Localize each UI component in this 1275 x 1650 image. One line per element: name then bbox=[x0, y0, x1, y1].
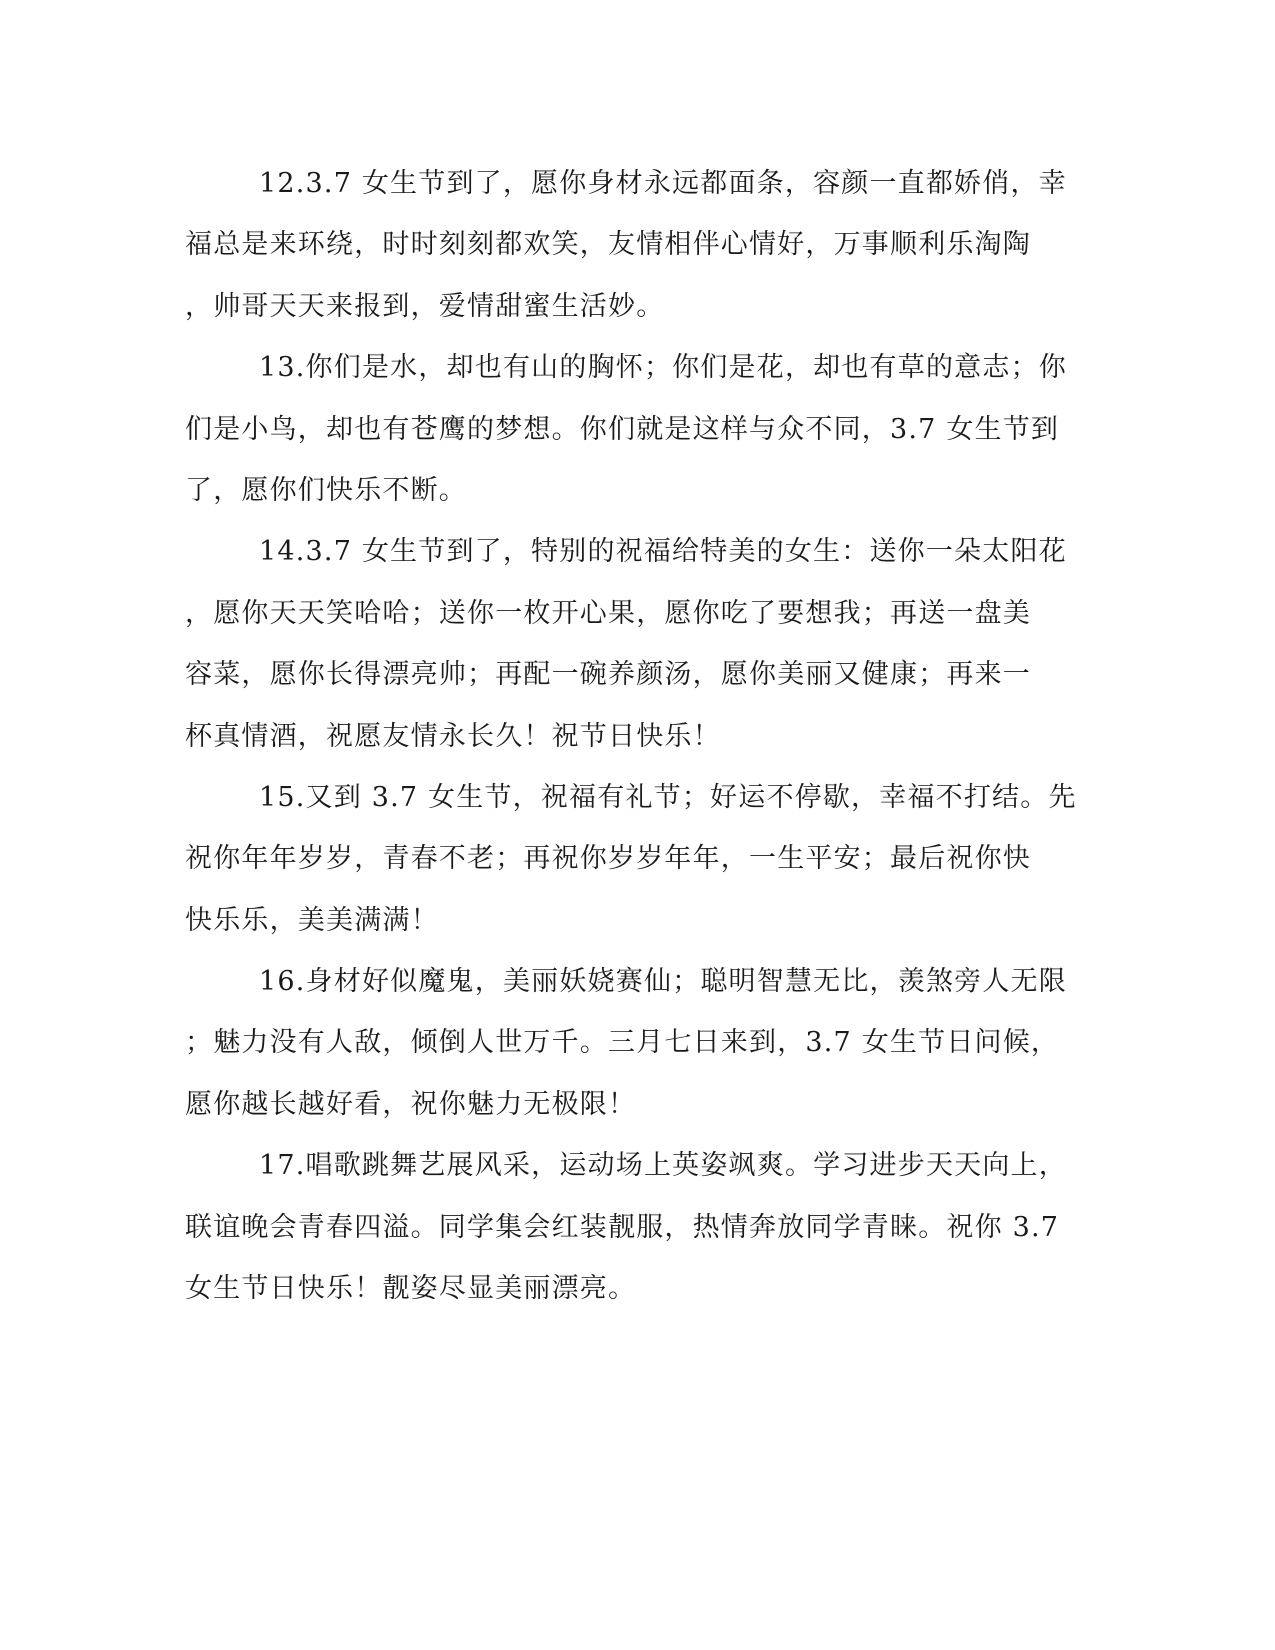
paragraph-line: 15.又到 3.7 女生节，祝福有礼节；好运不停歇，幸福不打结。先 bbox=[259, 781, 1077, 813]
paragraph-line: 12.3.7 女生节到了，愿你身材永远都面条，容颜一直都娇俏，幸 bbox=[259, 168, 1067, 199]
paragraph-14 bbox=[185, 521, 1085, 767]
paragraph-line: 17.唱歌跳舞艺展风采，运动场上英姿飒爽。学习进步天天向上， bbox=[259, 1150, 1067, 1182]
paragraph-16 bbox=[185, 951, 1085, 1135]
document-body bbox=[185, 153, 1085, 1319]
paragraph-line: 们是小鸟，却也有苍鹰的梦想。你们就是这样与众不同，3.7 女生节到 bbox=[185, 413, 1060, 445]
paragraph-17 bbox=[185, 1135, 1085, 1319]
paragraph-line: 愿你越长越好看，祝你魅力无极限！ bbox=[185, 1088, 637, 1120]
paragraph-15 bbox=[185, 767, 1085, 951]
paragraph-line: ，帅哥天天来报到，爱情甜蜜生活妙。 bbox=[185, 290, 665, 322]
paragraph-line: 祝你年年岁岁，青春不老；再祝你岁岁年年，一生平安；最后祝你快 bbox=[185, 843, 1031, 875]
paragraph-line: ；魅力没有人敌，倾倒人世万千。三月七日来到，3.7 女生节日问候， bbox=[185, 1027, 1060, 1059]
paragraph-line: 快乐乐，美美满满！ bbox=[185, 904, 439, 936]
paragraph-line: 16.身材好似魔鬼，美丽妖娆赛仙；聪明智慧无比，羡煞旁人无限 bbox=[259, 966, 1067, 998]
paragraph-line: 13.你们是水，却也有山的胸怀；你们是花，却也有草的意志；你 bbox=[259, 352, 1067, 384]
paragraph-13 bbox=[185, 337, 1085, 521]
paragraph-line: 福总是来环绕，时时刻刻都欢笑，友情相伴心情好，万事顺利乐淘陶 bbox=[185, 229, 1031, 261]
paragraph-line: ，愿你天天笑哈哈；送你一枚开心果，愿你吃了要想我；再送一盘美 bbox=[185, 597, 1031, 629]
paragraph-line: 容菜，愿你长得漂亮帅；再配一碗养颜汤，愿你美丽又健康；再来一 bbox=[185, 659, 1031, 691]
paragraph-line: 杯真情酒，祝愿友情永长久！祝节日快乐！ bbox=[185, 720, 721, 752]
paragraph-line: 14.3.7 女生节到了，特别的祝福给特美的女生：送你一朵太阳花 bbox=[259, 536, 1067, 568]
paragraph-line: 联谊晚会青春四溢。同学集会红装靓服，热情奔放同学青睐。祝你 3.7 bbox=[185, 1211, 1060, 1243]
paragraph-line: 了，愿你们快乐不断。 bbox=[185, 474, 467, 506]
paragraph-12 bbox=[185, 153, 1085, 337]
paragraph-line: 女生节日快乐！靓姿尽显美丽漂亮。 bbox=[185, 1273, 637, 1305]
